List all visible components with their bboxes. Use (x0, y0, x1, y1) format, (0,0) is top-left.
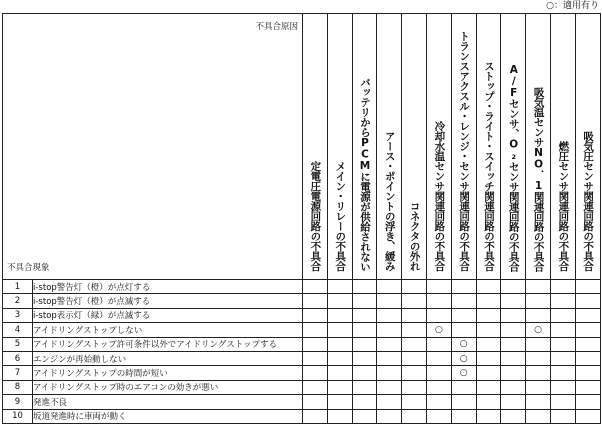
cause-label: バッテリからPCMに電源が供給されない (358, 76, 371, 271)
matrix-cell (550, 395, 575, 409)
trouble-matrix-table (2, 13, 601, 424)
matrix-cell (402, 280, 427, 294)
matrix-cell (303, 294, 328, 308)
header-row (3, 14, 601, 280)
cause-axis-label: 不具合原因 (255, 22, 298, 32)
matrix-cell (526, 351, 551, 365)
matrix-cell (327, 380, 352, 394)
matrix-cell (575, 323, 600, 337)
cause-header (327, 14, 352, 280)
cause-header (303, 14, 328, 280)
matrix-cell (402, 323, 427, 337)
matrix-cell (501, 337, 526, 351)
cause-label: コネクタの外れ (408, 201, 421, 271)
matrix-cell (352, 366, 377, 380)
matrix-cell (451, 409, 476, 423)
cause-header (377, 14, 402, 280)
matrix-cell (575, 294, 600, 308)
matrix-cell (352, 351, 377, 365)
matrix-cell (426, 294, 451, 308)
matrix-cell (575, 351, 600, 365)
cause-label: A/Fセンサ、O₂センサ関連回路の不具合 (507, 63, 520, 271)
applicable-mark: ○ (451, 351, 476, 365)
table-row (3, 280, 601, 294)
matrix-cell (426, 337, 451, 351)
matrix-cell (476, 294, 501, 308)
phenomenon-text: i-stop表示灯（緑）が点滅する (33, 308, 303, 322)
matrix-cell (377, 280, 402, 294)
matrix-cell (476, 395, 501, 409)
matrix-cell (550, 323, 575, 337)
matrix-cell (426, 409, 451, 423)
matrix-cell (501, 409, 526, 423)
matrix-cell (327, 395, 352, 409)
table-row (3, 337, 601, 351)
cause-header (451, 14, 476, 280)
matrix-cell (501, 380, 526, 394)
matrix-cell (352, 323, 377, 337)
row-number: 10 (3, 409, 33, 423)
cause-label: 吸気温センサNO．1関連回路の不具合 (532, 86, 545, 271)
matrix-cell (426, 366, 451, 380)
cause-header (501, 14, 526, 280)
matrix-cell (575, 337, 600, 351)
matrix-cell (402, 294, 427, 308)
cause-label: 冷却水温センサ関連回路の不具合 (433, 121, 446, 271)
cause-label: 燃圧センサ関連回路の不具合 (557, 141, 570, 271)
applicable-mark: ○ (451, 366, 476, 380)
matrix-cell (327, 280, 352, 294)
cause-label: アース・ポイントの浮き、緩み (383, 131, 396, 271)
matrix-cell (550, 280, 575, 294)
table-row (3, 380, 601, 394)
legend: ○：適用有り (546, 1, 599, 11)
matrix-cell (377, 366, 402, 380)
matrix-cell (303, 395, 328, 409)
row-number: 6 (3, 351, 33, 365)
matrix-cell (377, 351, 402, 365)
matrix-cell (402, 308, 427, 322)
matrix-cell (377, 337, 402, 351)
matrix-cell (451, 294, 476, 308)
matrix-cell (327, 308, 352, 322)
matrix-cell (501, 366, 526, 380)
matrix-cell (550, 337, 575, 351)
matrix-cell (550, 308, 575, 322)
table-row (3, 294, 601, 308)
matrix-cell (327, 294, 352, 308)
matrix-cell (526, 409, 551, 423)
phenomenon-text: 発進不良 (33, 395, 303, 409)
matrix-cell (303, 337, 328, 351)
matrix-cell (526, 308, 551, 322)
matrix-cell (451, 280, 476, 294)
matrix-cell (303, 409, 328, 423)
cause-header (575, 14, 600, 280)
matrix-cell (451, 323, 476, 337)
matrix-cell (377, 308, 402, 322)
matrix-cell (402, 337, 427, 351)
applicable-mark: ○ (526, 323, 551, 337)
phenomenon-text: i-stop警告灯（橙）が点滅する (33, 294, 303, 308)
row-number: 9 (3, 395, 33, 409)
matrix-cell (377, 380, 402, 394)
matrix-cell (303, 380, 328, 394)
matrix-cell (550, 409, 575, 423)
matrix-cell (575, 380, 600, 394)
applicable-mark: ○ (451, 337, 476, 351)
phenomenon-text: 坂道発進時に車両が動く (33, 409, 303, 423)
matrix-cell (550, 351, 575, 365)
matrix-cell (426, 380, 451, 394)
matrix-cell (402, 366, 427, 380)
matrix-cell (303, 351, 328, 365)
matrix-cell (476, 366, 501, 380)
matrix-cell (501, 351, 526, 365)
matrix-cell (327, 323, 352, 337)
matrix-cell (526, 294, 551, 308)
matrix-cell (575, 366, 600, 380)
table-row (3, 323, 601, 337)
matrix-cell (352, 409, 377, 423)
matrix-cell (550, 380, 575, 394)
matrix-cell (327, 337, 352, 351)
matrix-cell (526, 380, 551, 394)
matrix-cell (352, 337, 377, 351)
table-row (3, 308, 601, 322)
matrix-cell (426, 395, 451, 409)
matrix-cell (377, 323, 402, 337)
table-row (3, 409, 601, 423)
matrix-cell (501, 308, 526, 322)
matrix-cell (451, 308, 476, 322)
cause-header (550, 14, 575, 280)
matrix-cell (377, 409, 402, 423)
cause-label: トランスアクスル・レンジ・センサ関連回路の不具合 (458, 31, 471, 271)
matrix-cell (327, 409, 352, 423)
table-row (3, 366, 601, 380)
phenomenon-text: エンジンが再始動しない (33, 351, 303, 365)
phenomenon-text: アイドリングストップ時のエアコンの効きが悪い (33, 380, 303, 394)
matrix-cell (526, 280, 551, 294)
row-number: 4 (3, 323, 33, 337)
cause-label: ストップ・ライト・スイッチ関連回路の不具合 (482, 61, 495, 271)
matrix-cell (352, 280, 377, 294)
matrix-cell (526, 337, 551, 351)
matrix-cell (476, 351, 501, 365)
matrix-cell (501, 323, 526, 337)
matrix-cell (476, 380, 501, 394)
matrix-cell (402, 380, 427, 394)
matrix-cell (451, 395, 476, 409)
matrix-cell (303, 280, 328, 294)
cause-header (402, 14, 427, 280)
row-number: 2 (3, 294, 33, 308)
matrix-cell (402, 409, 427, 423)
matrix-cell (476, 280, 501, 294)
matrix-cell (476, 409, 501, 423)
phenomenon-text: i-stop警告灯（橙）が点灯する (33, 280, 303, 294)
matrix-cell (426, 308, 451, 322)
applicable-mark: ○ (426, 323, 451, 337)
matrix-cell (501, 294, 526, 308)
matrix-cell (526, 395, 551, 409)
cause-header (426, 14, 451, 280)
matrix-cell (426, 280, 451, 294)
matrix-cell (476, 337, 501, 351)
matrix-cell (327, 351, 352, 365)
matrix-cell (352, 294, 377, 308)
table-row (3, 351, 601, 365)
matrix-cell (575, 280, 600, 294)
phenomenon-axis-label: 不具合現象 (7, 263, 50, 273)
matrix-cell (303, 366, 328, 380)
row-number: 3 (3, 308, 33, 322)
matrix-cell (352, 395, 377, 409)
cause-header (476, 14, 501, 280)
matrix-cell (575, 395, 600, 409)
matrix-cell (327, 366, 352, 380)
matrix-cell (303, 308, 328, 322)
matrix-cell (402, 351, 427, 365)
phenomenon-text: アイドリングストップの時間が短い (33, 366, 303, 380)
phenomenon-rows (3, 280, 601, 424)
matrix-cell (526, 366, 551, 380)
matrix-cell (377, 395, 402, 409)
matrix-cell (550, 294, 575, 308)
matrix-cell (402, 395, 427, 409)
matrix-cell (550, 366, 575, 380)
matrix-cell (501, 395, 526, 409)
matrix-cell (476, 308, 501, 322)
matrix-cell (303, 323, 328, 337)
header-corner (3, 14, 303, 280)
cause-header (352, 14, 377, 280)
phenomenon-text: アイドリングストップしない (33, 323, 303, 337)
row-number: 8 (3, 380, 33, 394)
matrix-cell (575, 308, 600, 322)
cause-label: 定電圧電源回路の不具合 (309, 161, 322, 271)
matrix-cell (501, 280, 526, 294)
row-number: 1 (3, 280, 33, 294)
matrix-cell (451, 380, 476, 394)
matrix-cell (476, 323, 501, 337)
matrix-cell (352, 380, 377, 394)
cause-label: 吸気圧センサ関連回路の不具合 (582, 131, 595, 271)
table-row (3, 395, 601, 409)
matrix-cell (352, 308, 377, 322)
phenomenon-text: アイドリングストップ許可条件以外でアイドリングストップする (33, 337, 303, 351)
matrix-cell (377, 294, 402, 308)
row-number: 7 (3, 366, 33, 380)
row-number: 5 (3, 337, 33, 351)
cause-label: メイン・リレーの不具合 (334, 161, 347, 271)
cause-header (526, 14, 551, 280)
matrix-cell (426, 351, 451, 365)
matrix-cell (575, 409, 600, 423)
